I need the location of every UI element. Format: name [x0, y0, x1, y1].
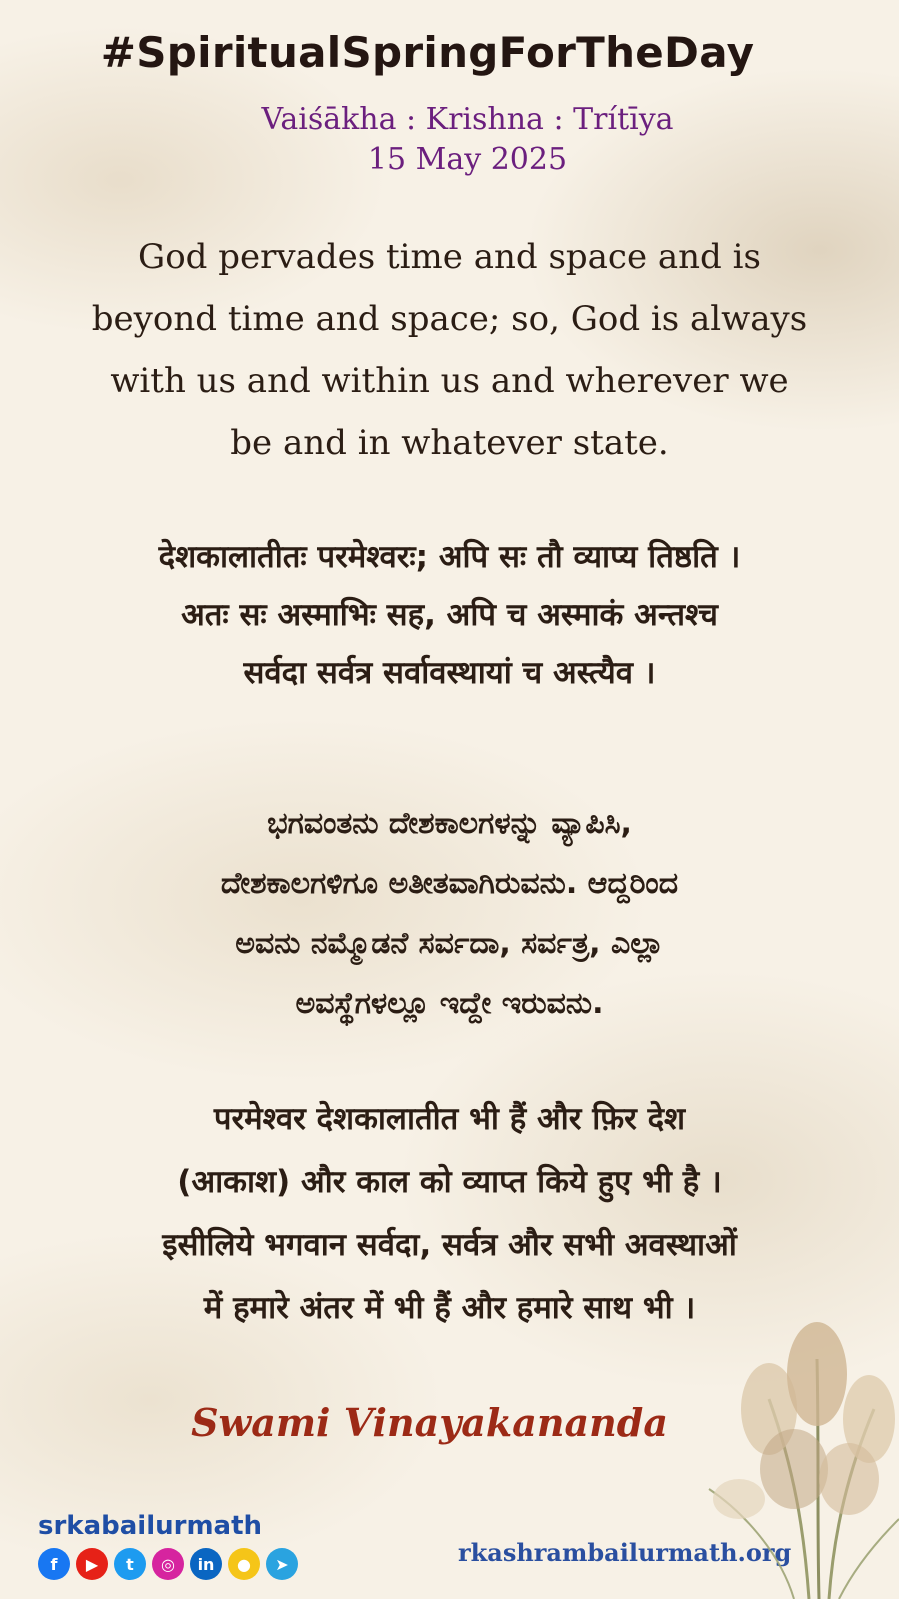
english-line: God pervades time and space and is [138, 237, 761, 277]
kannada-line: ದೇಶಕಾಲಗಳಿಗೂ ಅತೀತವಾಗಿರುವನು. ಆದ್ದರಿಂದ [220, 866, 679, 901]
instagram-icon[interactable]: ◎ [152, 1548, 184, 1580]
facebook-icon[interactable]: f [38, 1548, 70, 1580]
kannada-line: ಭಗವಂತನು ದೇಶಕಾಲಗಳನ್ನು ವ್ಯಾಪಿಸಿ, [267, 806, 632, 841]
pampas-grass-decoration [699, 1279, 899, 1599]
koo-icon[interactable]: ● [228, 1548, 260, 1580]
english-line: with us and within us and wherever we [110, 361, 789, 401]
social-handle-link[interactable]: srkabailurmath [38, 1511, 263, 1541]
author-signature: Swami Vinayakananda [191, 1400, 668, 1445]
english-line: beyond time and space; so, God is always [91, 299, 808, 339]
sanskrit-line: अतः सः अस्माभिः सह, अपि च अस्माकं अन्तश्च [181, 597, 718, 633]
date-text: 15 May 2025 [367, 142, 568, 177]
kannada-quote [40, 794, 859, 1034]
sanskrit-line: देशकालातीतः परमेश्वरः; अपि सः तौ व्याप्य तिष्ठति । [158, 539, 741, 575]
sanskrit-quote [40, 528, 859, 702]
hashtag-title: #SpiritualSpringForTheDay [100, 28, 755, 77]
hindi-line: इसीलिये भगवान सर्वदा, सर्वत्र और सभी अवस्थाओं [162, 1227, 737, 1263]
tithi-date-block [18, 100, 899, 180]
linkedin-icon[interactable]: in [190, 1548, 222, 1580]
hindi-line: (आकाश) और काल को व्याप्त किये हुए भी है । [177, 1164, 722, 1200]
website-link[interactable]: rkashrambailurmath.org [458, 1538, 792, 1567]
english-line: be and in whatever state. [230, 423, 669, 463]
telegram-icon[interactable]: ➤ [266, 1548, 298, 1580]
kannada-line: ಅವನು ನಮ್ಮೊಡನೆ ಸರ್ವದಾ, ಸರ್ವತ್ರ, ಎಲ್ಲಾ [235, 926, 664, 961]
kannada-line: ಅವಸ್ಥೆಗಳಲ್ಲೂ ಇದ್ದೇ ಇರುವನು. [295, 986, 604, 1021]
youtube-icon[interactable]: ▶ [76, 1548, 108, 1580]
hindi-line: में हमारे अंतर में भी हैं और हमारे साथ भी । [203, 1290, 696, 1326]
twitter-icon[interactable]: t [114, 1548, 146, 1580]
english-quote [40, 226, 859, 474]
social-icons-row [38, 1548, 298, 1580]
tithi-text: Vaiśākha : Krishna : Trítīya [261, 102, 674, 137]
sanskrit-line: सर्वदा सर्वत्र सर्वावस्थायां च अस्त्यैव । [243, 655, 656, 691]
hindi-line: परमेश्वर देशकालातीत भी हैं और फ़िर देश [213, 1101, 686, 1137]
